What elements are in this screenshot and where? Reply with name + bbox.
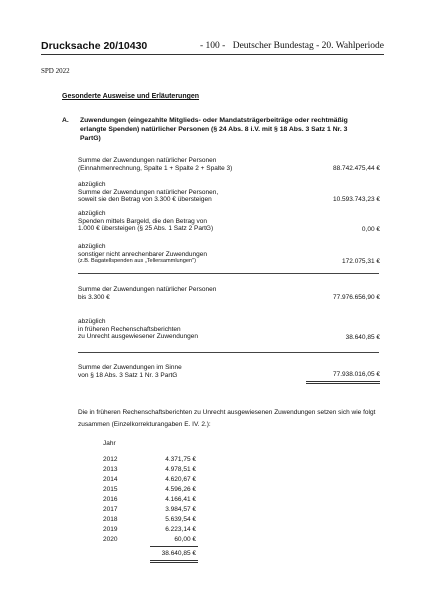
year-2019-value: 6.223,14 € [165,526,196,533]
row-5-line-2: zu Unrecht ausgewiesener Zuwendungen [78,333,198,341]
year-2012-value: 4.371,75 € [165,456,196,463]
row-2-line-0: abzüglich [78,210,106,217]
row-5-line-1: in früheren Rechenschaftsberichten [78,325,181,333]
row-1-line-1: Summe der Zuwendungen natürlicher Personen, [78,188,219,196]
years-total: 38.640,85 € [161,550,196,557]
row-3-line-2: (z.B. Bagatellspenden aus „Tellersammlungen") [78,258,196,265]
year-column-header: Jahr [103,440,116,447]
row-5-text [78,318,308,341]
doc-number: 10430 [118,40,148,52]
years-total-underline-2 [150,562,198,563]
row-0-line-1: (Einnahmenrechnung, Spalte 1 + Spalte 2 + Spalte 3) [78,164,233,172]
row-0-line-0: Summe der Zuwendungen natürlicher Personen [78,157,217,164]
row-5-amount: 38.640,85 € [345,334,380,341]
section-a-label: A. [62,117,69,124]
row-3-text [78,243,308,266]
row-2-text [78,210,308,233]
row-6-line-1: von § 18 Abs. 3 Satz 1 Nr. 3 PartG [78,371,178,379]
row-0-amount: 88.742.475,44 € [333,165,380,172]
row-0-text [78,157,308,172]
year-2018: 2018 [103,516,118,523]
row-3-line-0: abzüglich [78,243,106,250]
year-2016: 2016 [103,496,118,503]
year-2015: 2015 [103,486,118,493]
row-6-amount: 77.938.016,05 € [333,371,380,378]
years-sum-rule [150,546,198,547]
years-total-underline-1 [150,560,198,561]
row-4-amount: 77.976.656,90 € [333,294,380,301]
row-4-line-0: Summe der Zuwendungen natürlicher Personen [78,286,217,293]
section-title: Gesonderte Ausweise und Erläuterungen [62,93,200,100]
total-underline-1 [306,381,380,382]
year-2014-value: 4.620,67 € [165,476,196,483]
header-rule [41,54,384,55]
row-4-line-1: bis 3.300 € [78,293,110,301]
year-2013: 2013 [103,466,118,473]
row-1-text [78,181,308,204]
subtotal-rule [78,273,379,274]
document-number [41,40,147,52]
year-2017: 2017 [103,506,118,513]
row-3-amount: 172.075,31 € [342,258,380,265]
row-5-line-0: abzüglich [78,318,106,325]
year-2020-value: 60,00 € [174,536,196,543]
correction-paragraph: Die in früheren Rechenschaftsberichten zu Unrecht ausgewiesenen Zuwendungen setzen sich wie folgt zusammen (Einzelkorrekturangaben E. IV. 2.): [78,409,376,429]
row-4-text [78,286,308,301]
doc-prefix: Drucksache 20/ [41,40,119,52]
row-1-amount: 10.593.743,23 € [333,196,380,203]
total-rule [78,352,379,353]
row-2-amount: 0,00 € [361,226,380,233]
total-underline-2 [306,383,380,384]
year-2017-value: 3.984,57 € [165,506,196,513]
row-2-line-2: 1.000 € übersteigen (§ 25 Abs. 1 Satz 2 PartG) [78,225,214,233]
year-2015-value: 4.596,26 € [165,486,196,493]
year-2020: 2020 [103,536,118,543]
year-2014: 2014 [103,476,118,483]
party-label: SPD 2022 [41,67,70,75]
row-2-line-1: Spenden mittels Bargeld, die den Betrag von [78,217,208,225]
year-2013-value: 4.978,51 € [165,466,196,473]
section-a-title: Zuwendungen (eingezahlte Mitglieds- oder Mandatsträgerbeiträge oder rechtmäßig erlangte Spenden) natürlicher Personen (§ 24 Abs. 8 i.V. mit § 18 Abs. 3 Satz 1 Nr. 3 PartG) [80,117,348,142]
row-3-line-1: sonstiger nicht anrechenbarer Zuwendungen [78,250,208,258]
publisher: Deutscher Bundestag - 20. Wahlperiode [232,41,384,51]
year-2016-value: 4.166,41 € [165,496,196,503]
row-6-text [78,364,308,379]
row-1-line-0: abzüglich [78,181,106,188]
year-2012: 2012 [103,456,118,463]
year-2019: 2019 [103,526,118,533]
row-6-line-0: Summe der Zuwendungen im Sinne [78,364,182,371]
row-1-line-2: soweit sie den Betrag von 3.300 € übersteigen [78,196,212,204]
page-number: - 100 - [200,41,226,51]
year-2018-value: 5.639,54 € [165,516,196,523]
